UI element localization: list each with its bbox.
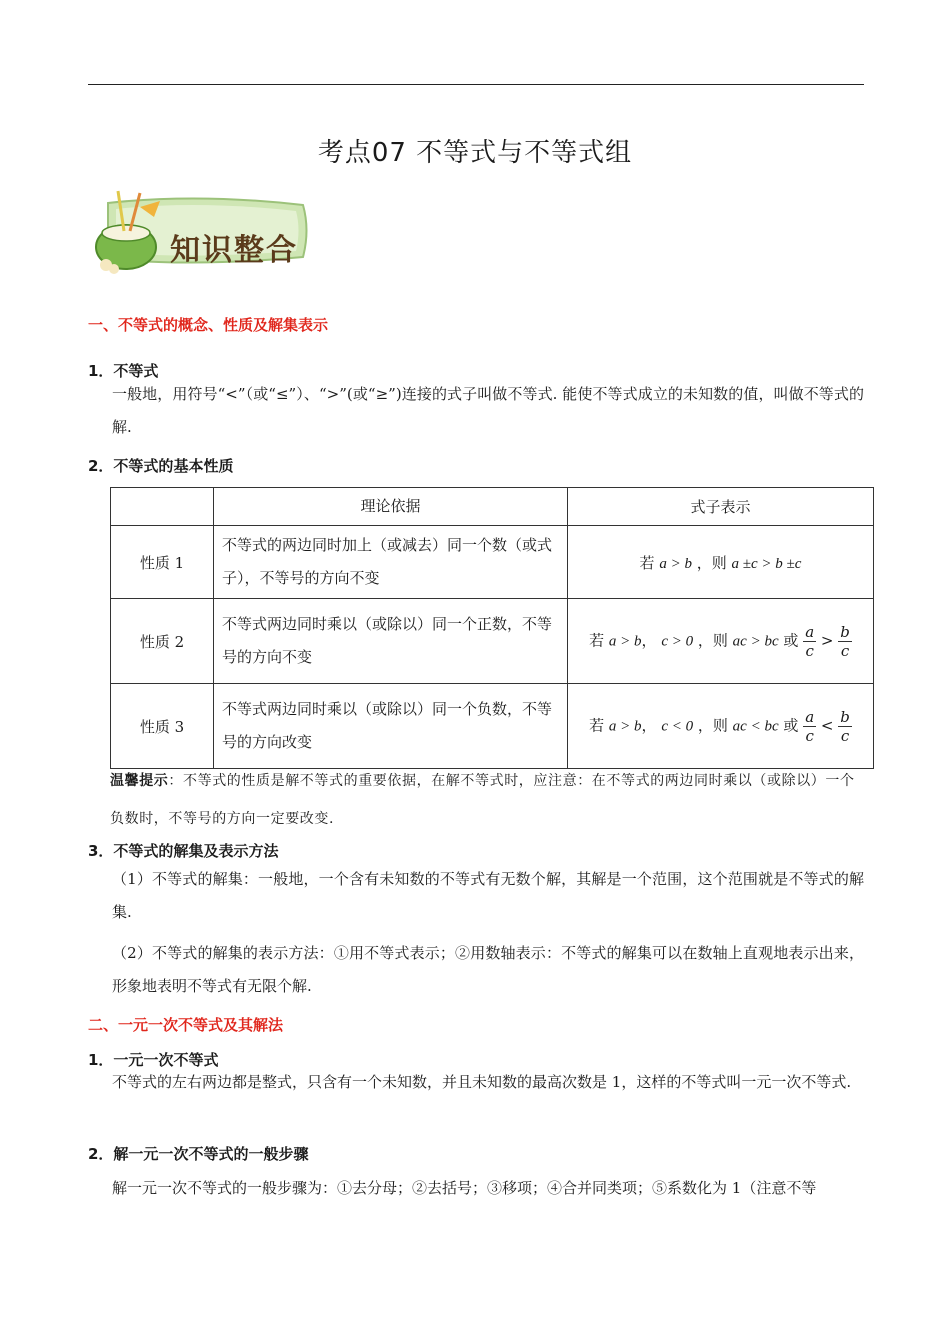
table-row [111,526,874,599]
formula-text: ，则 [697,631,728,649]
formula-math: a > b [608,718,642,734]
s2-item1-text: 不等式的左右两边都是整式，只含有一个未知数，并且未知数的最高次数是 1，这样的不等式叫一元一次不等式. [112,1073,852,1091]
formula-math: a ±c > b ±c [731,555,802,572]
tip-label: 温馨提示 [110,773,169,789]
relation-sign: > [820,631,834,649]
property-formula: 若 a > b， c > 0 ，则 ac > bc 或 $\frac{a}{c}$ > $\frac{b}{c}$ [568,599,874,684]
s2-item2-text: 解一元一次不等式的一般步骤为：①去分母；②去括号；③移项；④合并同类项；⑤系数化为 1（注意不等 [112,1179,817,1197]
header-rule [88,84,864,85]
formula-math: a > b [659,555,692,572]
page-title: 考点07 不等式与不等式组 [317,138,633,168]
table-row [111,599,874,684]
tip-text: ：不等式的性质是解不等式的重要依据，在解不等式时，应注意：在不等式的两边同时乘以（或除以）一个负数时，不等号的方向一定要改变. [110,773,855,827]
section1-heading: 一、不等式的概念、性质及解集表示 [88,316,329,334]
section2-heading: 二、一元一次不等式及其解法 [88,1016,284,1034]
property-name: 性质 3 [111,684,214,769]
property-formula [568,526,874,599]
banner-text: 知识整合 [170,233,298,268]
knowledge-banner [88,185,310,275]
relation-sign: < [820,716,834,734]
s2-item1-heading: 1．一元一次不等式 [88,1051,219,1069]
formula-math: ac > bc [732,633,779,649]
fraction: $\frac{b}{c}$ [840,622,850,660]
s1-item1-heading: 1．不等式 [88,362,159,380]
property-name: 性质 1 [111,526,214,599]
properties-table [110,487,874,769]
formula-math: c < 0 [661,718,694,734]
s1-item1-text: 一般地，用符号“<”（或“≤”）、“>”(或“≥”)连接的式子叫做不等式. 能使不等式成立的未知数的值，叫做不等式的解. [112,385,864,436]
s2-item2-heading: 2．解一元一次不等式的一般步骤 [88,1145,309,1163]
formula-text: 若 [589,631,605,649]
table-row [111,684,874,769]
table-header-cell [111,488,214,526]
table-header-row [111,488,874,526]
formula-math: ac < bc [732,718,779,734]
formula-text: ，则 [696,553,727,572]
formula-text: 若 [639,553,655,572]
s1-item3-p2: （2）不等式的解集的表示方法：①用不等式表示；②用数轴表示：不等式的解集可以在数轴上直观地表示出来，形象地表明不等式有无限个解. [112,944,864,995]
fraction: $\frac{a}{c}$ [805,622,815,660]
formula-text: 或 [783,716,799,734]
table-header-cell: 式子表示 [568,488,874,526]
s1-item2-heading: 2．不等式的基本性质 [88,457,234,475]
warm-tip [110,762,864,838]
property-formula: 若 a > b， c < 0 ，则 ac < bc 或 $\frac{a}{c}$ < $\frac{b}{c}$ [568,684,874,769]
formula-text: ，则 [697,716,728,734]
fraction: $\frac{a}{c}$ [805,707,815,745]
property-theory: 不等式两边同时乘以（或除以）同一个负数，不等号的方向改变 [214,684,568,769]
s1-item3-heading: 3．不等式的解集及表示方法 [88,842,279,860]
formula-text: 或 [783,631,799,649]
formula-math: a > b [608,633,642,649]
s1-item3-p1: （1）不等式的解集：一般地，一个含有未知数的不等式有无数个解，其解是一个范围，这个范围就是不等式的解集. [112,870,864,921]
formula-text: 若 [589,716,605,734]
formula-math: c > 0 [661,633,694,649]
property-theory: 不等式两边同时乘以（或除以）同一个正数，不等号的方向不变 [214,599,568,684]
property-theory: 不等式的两边同时加上（或减去）同一个数（或式子），不等号的方向不变 [214,526,568,599]
property-name: 性质 2 [111,599,214,684]
table-header-cell: 理论依据 [214,488,568,526]
fraction: $\frac{b}{c}$ [840,707,850,745]
